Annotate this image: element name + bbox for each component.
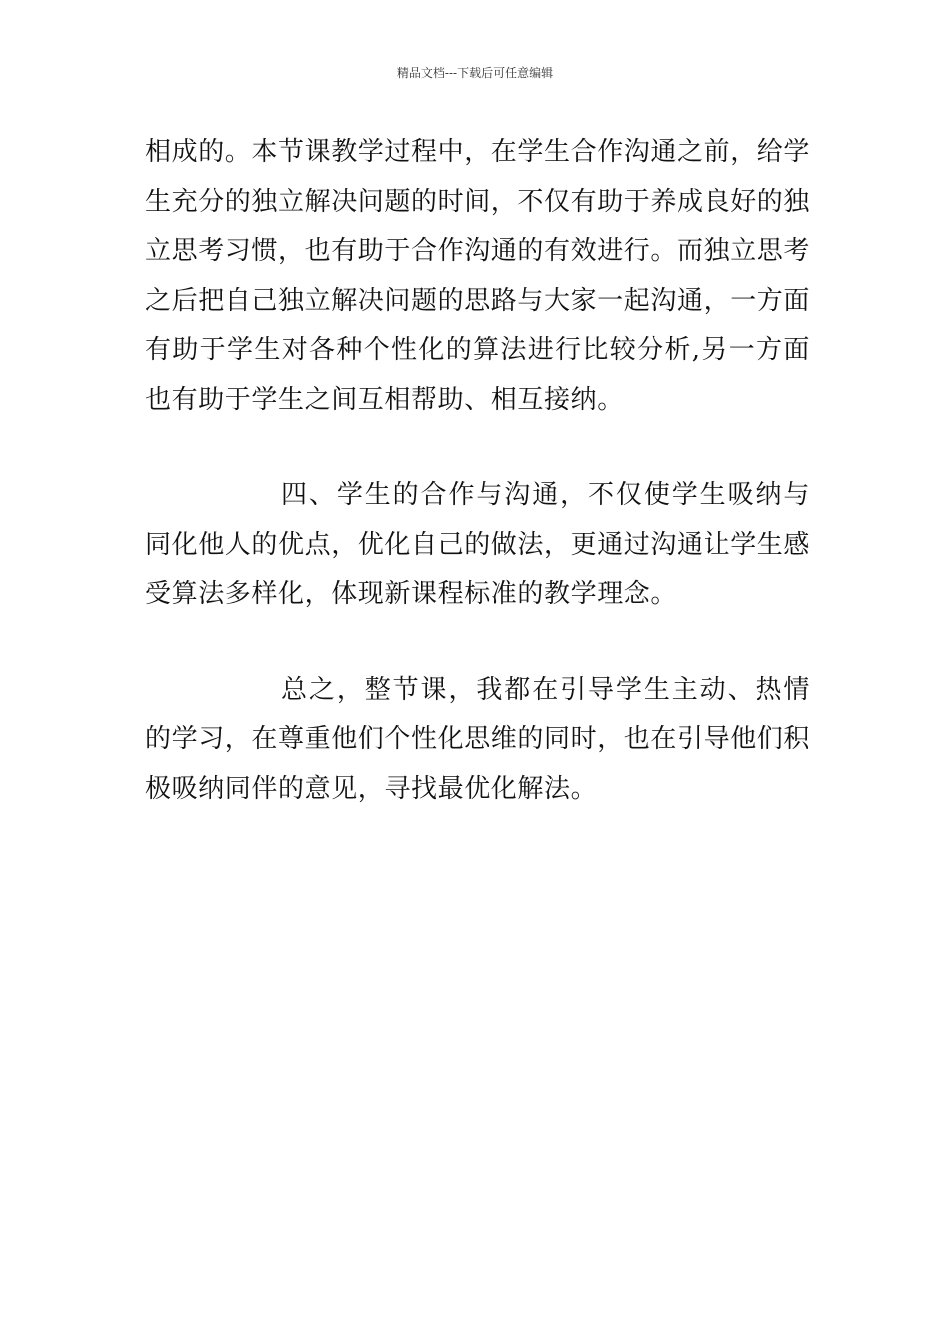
paragraph-conclusion: 总之，整节课，我都在引导学生主动、热情的学习，在尊重他们个性化思维的同时，也在引导他们积极吸纳同伴的意见，寻找最优化解法。 — [145, 674, 811, 804]
paragraph-continuation: 相成的。本节课教学过程中，在学生合作沟通之前，给学生充分的独立解决问题的时间，不仅有助于养成良好的独立思考习惯，也有助于合作沟通的有效进行。而独立思考之后把自己独立解决问题的思路与大家一起沟通，一方面有助于学生对各种个性化的算法进行比较分析,另一方面也有助于学生之间互相帮助、相互接纳。 — [145, 137, 811, 415]
page-header: 精品文档---下载后可任意编辑 — [396, 66, 554, 80]
paragraph-point-four: 四、学生的合作与沟通，不仅使学生吸纳与同化他人的优点，优化自己的做法，更通过沟通让学生感受算法多样化，体现新课程标准的教学理念。 — [145, 480, 811, 609]
document-body — [145, 128, 810, 814]
